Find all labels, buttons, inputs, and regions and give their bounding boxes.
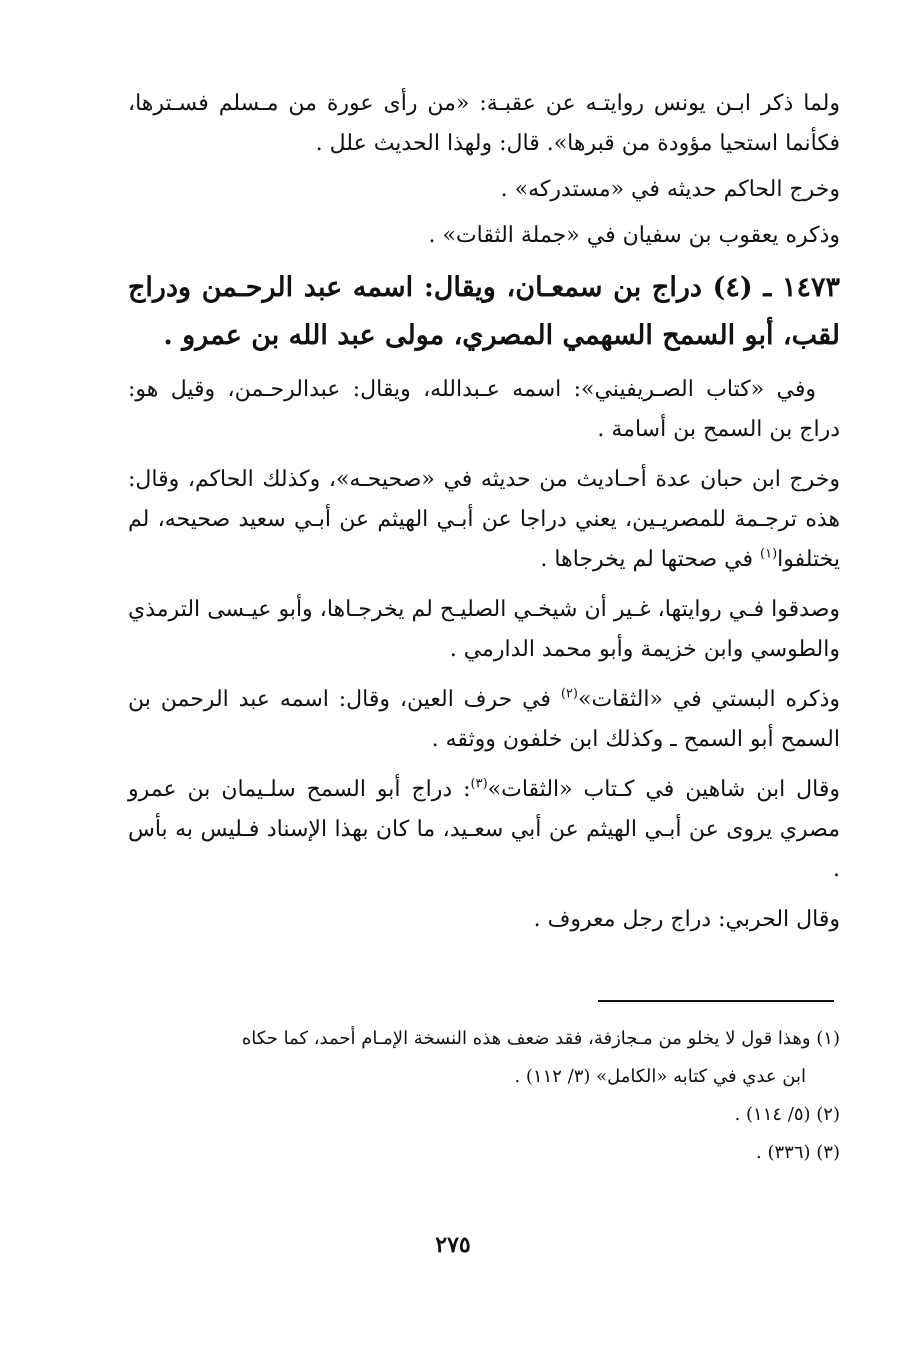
paragraph-ibn-shahin [128, 770, 840, 890]
footnote-ref-3[interactable]: (٣) [470, 776, 488, 792]
paragraph-ibn-hibban-text: وخرج ابن حبان عدة أحـاديث من حديثه في «صحيحـه»، وكذلك الحاكم، وقال: هذه ترجـمة للمصريـين، يعني دراجا عن أبـي الهيثم عن أبـي سعيد صحيحه، لم يختلفوا [128, 467, 840, 572]
paragraph-ibn-hibban-text-end: في صحتها لم يخرجاها . [540, 547, 760, 572]
footnotes [128, 1020, 840, 1172]
footnote-ref-2[interactable]: (٢) [560, 686, 578, 702]
paragraph-ibn-hibban [128, 460, 840, 580]
paragraph-ibn-shahin-text-end: : دراج أبو السمح سلـيمان بن عمرو مصري يروى عن أبـي الهيثم عن أبي سعـيد، ما كان بهذا الإسناد فـليس به بأس . [128, 777, 840, 882]
paragraph-ibn-shahin-text: وقال ابن شاهين في كـتاب «الثقات» [487, 777, 840, 802]
footnote-ref-1[interactable]: (١) [760, 546, 778, 562]
paragraph-busti-text: وذكره البستي في «الثقات» [577, 687, 841, 712]
page-number: ٢٧٥ [435, 1232, 471, 1258]
footnote-3: (٣) (٣٣٦) . [756, 1142, 840, 1163]
paragraph-harbi: وقال الحربي: دراج رجل معروف . [533, 907, 840, 932]
footnote-2: (٢) (٥/ ١١٤) . [734, 1104, 840, 1125]
footnote-divider [598, 1000, 834, 1002]
entry-heading-1473: ١٤٧٣ ـ (٤) دراج بن سمعـان، ويقال: اسمه عبد الرحـمن ودراج لقب، أبو السمح السهمي المصري، مولى عبد الله بن عمرو . [128, 272, 840, 351]
footnote-1: (١) وهذا قول لا يخلو من مـجازفة، فقد ضعف هذه النسخة الإمـام أحمد، كما حكاه [241, 1028, 840, 1049]
paragraph-tirmidhi: وصدقوا فـي روايتها، غـير أن شيخـي الصليـح لم يخرجـاها، وأبو عيـسى الترمذي والطوسي وابن خزيمة وأبو محمد الدارمي . [128, 597, 840, 662]
paragraph-busti [128, 680, 840, 760]
main-text [128, 84, 840, 950]
paragraph-hakim: وخرج الحاكم حديثه في «مستدركه» . [500, 177, 840, 202]
paragraph-sarifini: وفي «كتاب الصـريفيني»: اسمه عـبدالله، ويقال: عبدالرحـمن، وقيل هو: دراج بن السمح بن أسامة . [128, 377, 840, 442]
paragraph-busti-text-end: في حرف العين، وقال: اسمه عبد الرحمن بن السمح أبو السمح ـ وكذلك ابن خلفون ووثقه . [128, 687, 840, 752]
paragraph-yaqub: وذكره يعقوب بن سفيان في «جملة الثقات» . [428, 223, 840, 248]
footnote-1-continued: ابن عدي في كتابه «الكامل» (٣/ ١١٢) . [514, 1066, 806, 1087]
paragraph-ibn-yunus: ولما ذكر ابـن يونس روايتـه عن عقبـة: «من رأى عورة من مـسلم فسـترها، فكأنما استحيا مؤودة من قبرها». قال: ولهذا الحديث علل . [128, 91, 840, 156]
